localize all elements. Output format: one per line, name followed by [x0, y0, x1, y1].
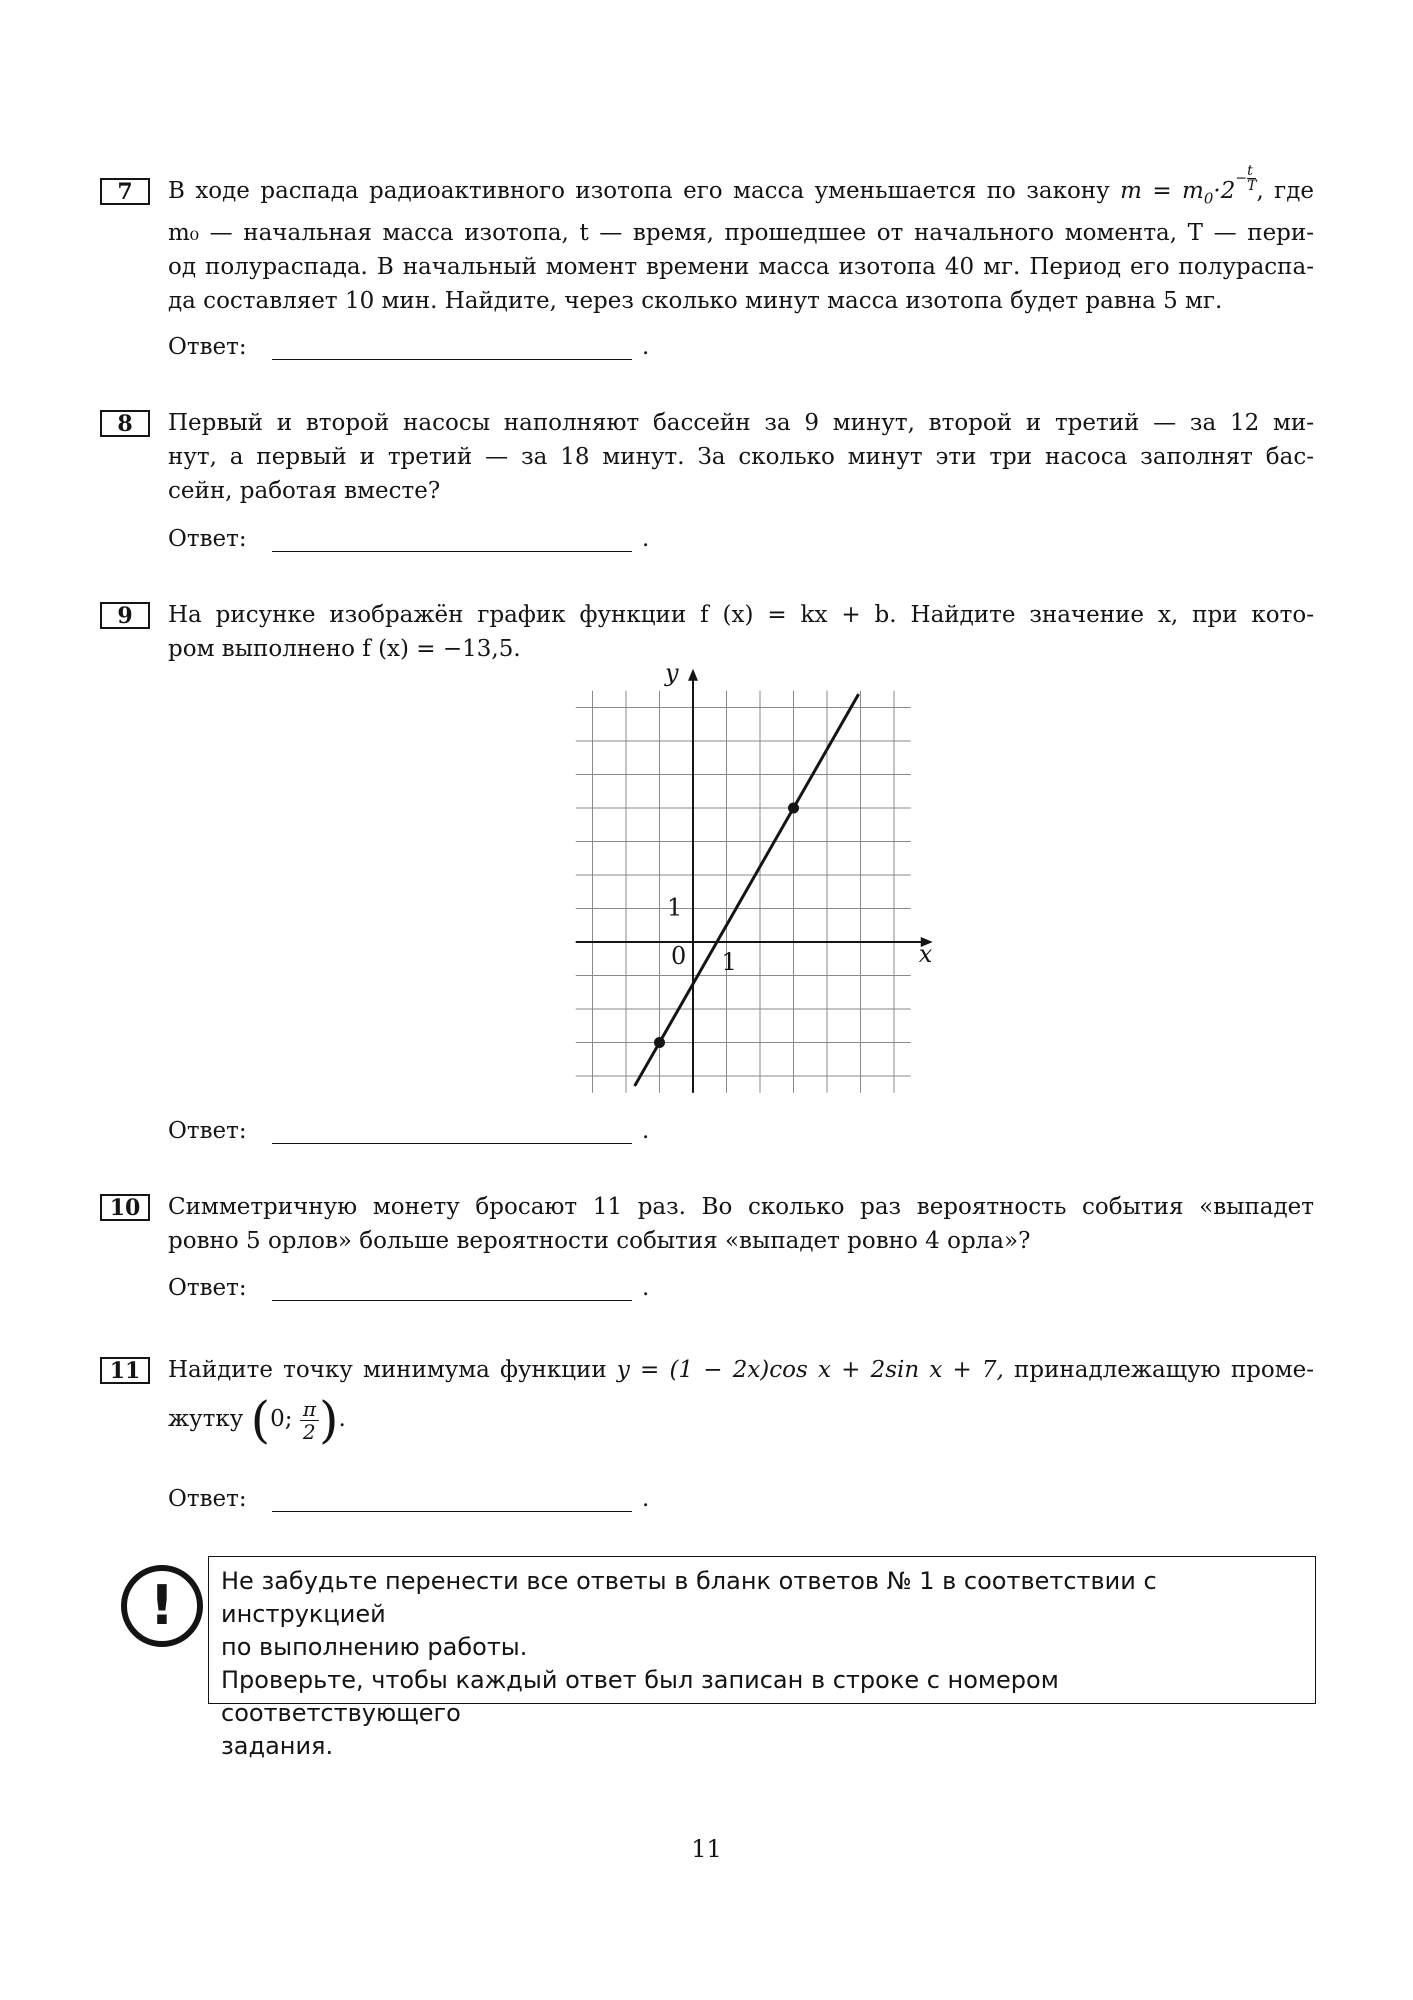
marked-point [654, 1037, 665, 1048]
y-axis-label: y [665, 658, 679, 687]
answer-field[interactable] [272, 1119, 632, 1144]
exclamation-icon: ! [121, 1565, 203, 1647]
y-unit-label: 1 [667, 893, 683, 922]
answer-field[interactable] [272, 1487, 632, 1512]
task-text: Первый и второй насосы наполняют бассейн за 9 минут, второй и третий — за 12 ми- нут, а первый и третий — за 18 минут. За сколько минут эти три насоса заполнят бас- сейн, работая вместе? [168, 410, 1314, 504]
task-number: 11 [100, 1357, 150, 1384]
page-number: 11 [691, 1835, 722, 1863]
answer-row: Ответ: . [168, 1118, 650, 1144]
formula: $m = m_0\cdot 2-$ $\frac{t}{T}$ [1120, 162, 1257, 208]
task-text: В ходе распада радиоактивного изотопа его масса уменьшается по закону $m = m_0\cdot 2-$ $\frac{t}{T}$ , где m₀ — начальная масса изотопа, t — время, прошедшее от начального момента, T — пери- од полураспада. В начальный момент времени масса изотопа 40 мг. Период его полураспа- да составляет 10 мин. Найдите, через сколько минут масса изотопа будет равна 5 мг. [168, 174, 1314, 318]
answer-label: Ответ: [168, 1118, 247, 1144]
task-number: 9 [100, 602, 150, 629]
answer-label: Ответ: [168, 334, 247, 360]
answer-row: Ответ: . [168, 1275, 650, 1301]
answer-row: Ответ: . [168, 1486, 650, 1512]
task-number: 7 [100, 178, 150, 205]
origin-label: 0 [671, 942, 687, 970]
x-axis-label: x [918, 940, 933, 968]
task-number: 10 [100, 1194, 150, 1221]
task-text: Найдите точку минимума функции y = (1 − 2x)cos x + 2sin x + 7, принадлежащую проме- жутку (0; $\frac{\pi}{2}$ ). [168, 1357, 1315, 1449]
fraction: $\frac{\pi}{2}$ [300, 1398, 319, 1443]
task-text: На рисунке изображён график функции f (x) = kx + b. Найдите значение x, при кото- ром выполнено f (x) = −13,5. [168, 602, 1314, 662]
answer-label: Ответ: [168, 526, 247, 552]
answer-field[interactable] [272, 1276, 632, 1301]
answer-field[interactable] [272, 335, 632, 360]
task-text: Симметричную монету бросают 11 раз. Во сколько раз вероятность события «выпадет ровно 5 орлов» больше вероятности события «выпадет ровно 4 орла»? [168, 1194, 1314, 1254]
task-7-line-3: од полураспада. В начальный момент времени масса изотопа 40 мг. Период его полураспа- [168, 253, 1314, 280]
answer-row: Ответ: . [168, 334, 650, 360]
answer-row: Ответ: . [168, 526, 650, 552]
marked-point [788, 803, 799, 814]
answer-label: Ответ: [168, 1486, 247, 1512]
task-7-line-4: да составляет 10 мин. Найдите, через сколько минут масса изотопа будет равна 5 мг. [168, 287, 1223, 314]
task-number: 8 [100, 410, 150, 437]
x-unit-label: 1 [721, 948, 737, 976]
answer-label: Ответ: [168, 1275, 247, 1301]
task-7-line-2: m₀ — начальная масса изотопа, t — время, прошедшее от начального момента, T — пери- [168, 219, 1314, 246]
answer-field[interactable] [272, 527, 632, 552]
formula: y = (1 − 2x)cos x + 2sin x + 7, [616, 1357, 1004, 1383]
function-graph [560, 658, 933, 1095]
notice-box: Не забудьте перенести все ответы в бланк ответов № 1 в соответствии с инструкцией по выполнению работы. Проверьте, чтобы каждый ответ был записан в строке с номером соответствующего задания. [208, 1556, 1316, 1704]
function-line [635, 694, 859, 1086]
y-axis-arrow [688, 669, 698, 681]
task-7-line-1: В ходе распада радиоактивного изотопа его масса уменьшается по закону [168, 178, 1110, 204]
